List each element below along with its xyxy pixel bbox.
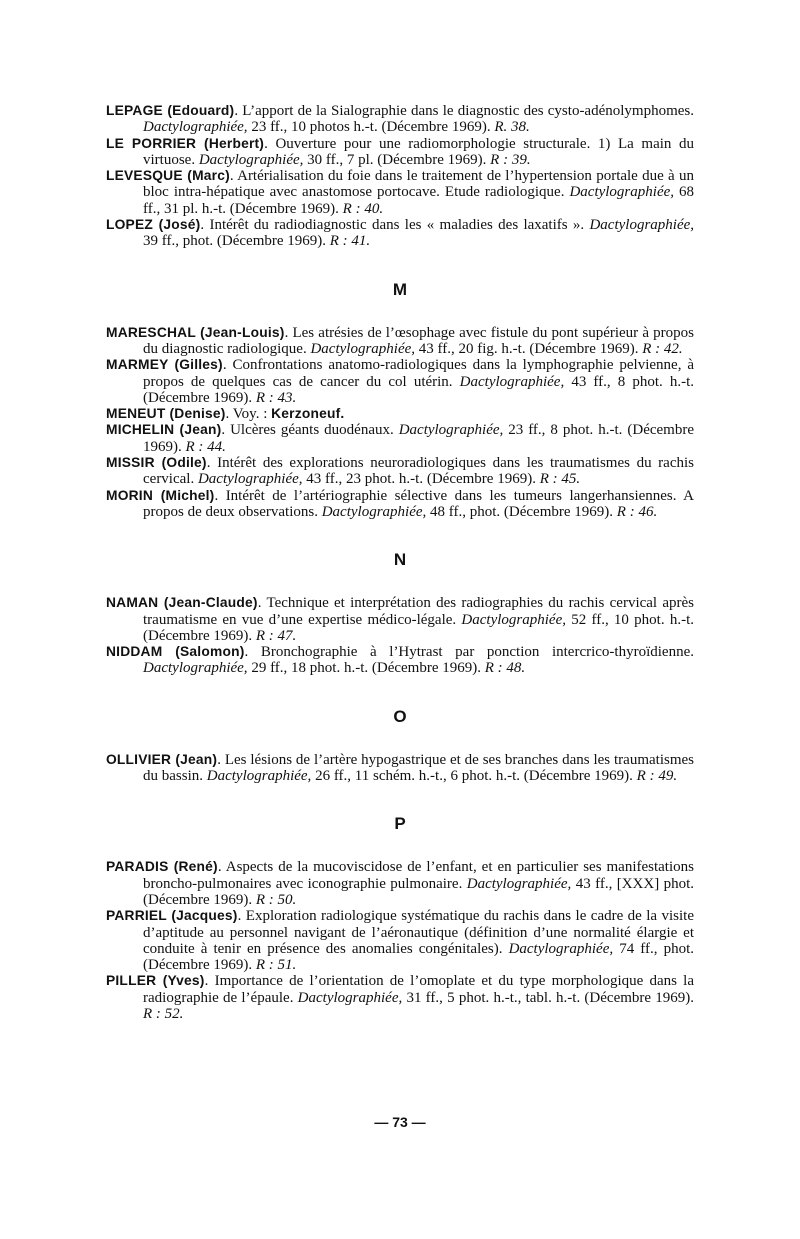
entry-source: Dactylographiée, (461, 611, 566, 628)
entry-author: MARMEY (Gilles) (106, 357, 223, 373)
entry-title: Les atrésies de l’œsophage avec fistule du pont supérieur à propos du diagnostic radiologique. (143, 324, 694, 357)
entry-author: NAMAN (Jean-Claude) (106, 595, 258, 611)
entry-author: MICHELIN (Jean) (106, 422, 222, 438)
entry-reference-number: R. 38. (494, 119, 530, 136)
entry-source: Dactylographiée, (459, 373, 565, 390)
section-letter: N (393, 550, 407, 570)
entry-details: 43 ff., 20 fig. h.-t. (Décembre 1969). (418, 340, 639, 357)
bibliography-entry: OLLIVIER (Jean). Les lésions de l’artère hypogastrique et de ses branches dans les traumatismes du bassin. Dactylographiée, 26 ff., 11 schém. h.-t., 6 phot. h.-t. (Décembre 1969). R : 49. (106, 751, 694, 785)
entry-title: Technique et interprétation des radiographies du rachis cervical après traumatisme en vue d’une expertise médico-légale. (143, 595, 695, 628)
entry-reference-number: R : 39. (490, 151, 531, 168)
bibliography-entry: MENEUT (Denise). Voy. : Kerzoneuf. (106, 406, 345, 423)
entry-author: PARRIEL (Jacques) (106, 908, 238, 924)
entry-source: Dactylographiée, (197, 471, 303, 488)
entry-details: 74 ff., phot. (Décembre 1969). (143, 940, 694, 974)
entry-reference-number: R : 46. (616, 503, 658, 520)
entry-author: OLLIVIER (Jean) (106, 751, 218, 767)
bibliography-entry: MORIN (Michel). Intérêt de l’artériographie sélective dans les tumeurs langerhansiennes. A propos de deux observations. Dactylographiée, 48 ff., phot. (Décembre 1969). R : 46. (106, 487, 694, 520)
entry-source: Dactylographiée, (398, 422, 504, 439)
entry-details: 43 ff., [XXX] phot. (Décembre 1969). (143, 875, 695, 908)
entry-title: Intérêt de l’artériographie sélective dans les tumeurs langerhansiennes. A propos de deux observations. (143, 487, 694, 520)
bibliography-entry: NAMAN (Jean-Claude). Technique et interprétation des radiographies du rachis cervical après traumatisme en vue d’une expertise médico-légale. Dactylographiée, 52 ff., 10 phot. h.-t. (Décembre 1969). R : 47. (106, 595, 695, 644)
section-letter: O (393, 706, 407, 726)
entry-reference-number: R : 42. (642, 340, 683, 357)
entry-reference-number: R : 45. (539, 471, 581, 488)
entry-title: Intérêt des explorations neuroradiologiques dans les traumatismes du rachis cervical. (143, 455, 694, 488)
entry-details: 68 ff., 31 pl. h.-t. (Décembre 1969). (143, 184, 695, 217)
entry-reference-number: R : 51. (255, 957, 297, 974)
bibliography-entry: NIDDAM (Salomon). Bronchographie à l’Hytrast par ponction intercrico-thyroïdienne. Dactylographiée, 29 ff., 18 phot. h.-t. (Décembre 1969). R : 48. (106, 644, 694, 677)
bibliography-entry: MARESCHAL (Jean-Louis). Les atrésies de l’œsophage avec fistule du pont supérieur à propos du diagnostic radiologique. Dactylographiée, 43 ff., 20 fig. h.-t. (Décembre 1969). R : 42. (106, 324, 694, 357)
entry-source: Dactylographiée, (321, 503, 427, 520)
entry-see-reference: Kerzoneuf. (271, 406, 345, 422)
entry-reference-number: R : 43. (255, 389, 297, 406)
entry-reference-number: R : 40. (342, 200, 384, 217)
entry-source: Dactylographiée, (310, 340, 416, 357)
entry-details: 23 ff., 10 photos h.-t. (Décembre 1969). (251, 119, 491, 136)
entry-details: 29 ff., 18 phot. h.-t. (Décembre 1969). (251, 660, 481, 677)
entry-details: 48 ff., phot. (Décembre 1969). (430, 503, 614, 520)
entry-source: Dactylographiée, (206, 768, 312, 785)
entry-details: 26 ff., 11 schém. h.-t., 6 phot. h.-t. (Décembre 1969). (315, 768, 633, 785)
entry-details: 43 ff., 8 phot. h.-t. (Décembre 1969). (143, 373, 694, 406)
bibliography-entry: LE PORRIER (Herbert). Ouverture pour une radiomorphologie structurale. 1) La main du virtuose. Dactylographiée, 30 ff., 7 pl. (Décembre 1969). R : 39. (106, 135, 694, 168)
entry-title: Les lésions de l’artère hypogastrique et de ses branches dans les traumatismes du bassin. (143, 751, 694, 785)
entry-title: L’apport de la Sialographie dans le diagnostic des cysto-adénolymphomes. (242, 103, 694, 119)
entry-source: Dactylographiée, (466, 875, 572, 892)
entry-details: 31 ff., 5 phot. h.-t., tabl. h.-t. (Décembre 1969). (406, 989, 695, 1006)
entry-author: MARESCHAL (Jean-Louis) (106, 324, 285, 340)
entry-details: 30 ff., 7 pl. (Décembre 1969). (307, 151, 487, 168)
entry-author: PILLER (Yves) (106, 973, 205, 989)
entry-title: Voy. : (232, 406, 268, 423)
bibliography-entry: PARRIEL (Jacques). Exploration radiologique systématique du rachis dans le cadre de la visite d’aptitude au personnel navigant de l’aéronautique (définition d’une normalité élargie et conduite à tenir en présence des anomalies congénitales). Dactylographiée, 74 ff., phot. (Décembre 1969). R : 51. (106, 908, 694, 974)
bibliography-entry: PARADIS (René). Aspects de la mucoviscidose de l’enfant, et en particulier ses manifestations broncho-pulmonaires avec iconographie pulmonaire. Dactylographiée, 43 ff., [XXX] phot. (Décembre 1969). R : 50. (106, 859, 695, 908)
entry-author: NIDDAM (Salomon) (106, 644, 245, 660)
entry-author: LEPAGE (Edouard) (106, 103, 235, 118)
entry-reference-number: R : 52. (143, 1005, 184, 1022)
entry-title: Exploration radiologique systématique du rachis dans le cadre de la visite d’aptitude au personnel navigant de l’aéronautique (définition d’une normalité élargie et conduite à tenir en présence des anomalies congénitales). (143, 908, 694, 957)
entry-author: LE PORRIER (Herbert) (106, 135, 265, 151)
entry-title: Intérêt du radiodiagnostic dans les « maladies des laxatifs ». (209, 217, 585, 234)
bibliography-list (106, 103, 694, 1022)
entry-reference-number: R : 49. (636, 768, 678, 785)
entry-source: Dactylographiée, (198, 151, 304, 168)
entry-author: MISSIR (Odile) (106, 455, 207, 471)
entry-source: Dactylographiée, (508, 940, 614, 957)
bibliography-entry: LOPEZ (José). Intérêt du radiodiagnostic dans les « maladies des laxatifs ». Dactylographiée, 39 ff., phot. (Décembre 1969). R : 41. (106, 217, 695, 250)
entry-reference-number: R : 48. (484, 660, 526, 677)
entry-author: MENEUT (Denise) (106, 406, 226, 422)
section-letter: P (394, 814, 406, 834)
entry-details: 43 ff., 23 phot. h.-t. (Décembre 1969). (306, 471, 536, 488)
entry-author: LOPEZ (José) (106, 217, 201, 233)
entry-source: Dactylographiée, (569, 184, 675, 201)
entry-title: Bronchographie à l’Hytrast par ponction intercrico-thyroïdienne. (260, 644, 694, 661)
entry-source: Dactylographiée, (143, 660, 248, 677)
page-number: — 73 — (374, 1114, 426, 1130)
entry-source: Dactylographiée, (589, 217, 695, 234)
bibliography-entry: LEPAGE (Edouard). L’apport de la Sialographie dans le diagnostic des cysto-adénolymphomes. Dactylographiée, 23 ff., 10 photos h.-t. (Décembre 1969). R. 38. (106, 103, 694, 136)
bibliography-entry: PILLER (Yves). Importance de l’orientation de l’omoplate et du type morphologique dans la radiographie de l’épaule. Dactylographiée, 31 ff., 5 phot. h.-t., tabl. h.-t. (Décembre 1969). R : 52. (106, 973, 695, 1022)
entry-reference-number: R : 41. (329, 233, 371, 250)
entry-source: Dactylographiée, (143, 119, 248, 136)
entry-details: 39 ff., phot. (Décembre 1969). (143, 233, 327, 250)
entry-title: Ouverture pour une radiomorphologie structurale. 1) La main du virtuose. (143, 135, 694, 168)
entry-title: Importance de l’orientation de l’omoplate et du type morphologique dans la radiographie de l’épaule. (143, 973, 695, 1006)
entry-title: Confrontations anatomo-radiologiques dans la lymphographie pelvienne, à propos de quelques cas de cancer du col utérin. (143, 357, 695, 390)
entry-reference-number: R : 47. (255, 627, 297, 644)
bibliography-entry: MARMEY (Gilles). Confrontations anatomo-radiologiques dans la lymphographie pelvienne, à propos de quelques cas de cancer du col utérin. Dactylographiée, 43 ff., 8 phot. h.-t. (Décembre 1969). R : 43. (106, 357, 695, 406)
entry-reference-number: R : 50. (255, 891, 297, 908)
entry-reference-number: R : 44. (185, 438, 226, 455)
section-letter: M (392, 279, 408, 299)
entry-title: Aspects de la mucoviscidose de l’enfant, et en particulier ses manifestations broncho-pulmonaires avec iconographie pulmonaire. (143, 859, 694, 892)
entry-author: PARADIS (René) (106, 859, 218, 875)
entry-title: Artérialisation du foie dans le traitement de l’hypertension portale due à un bloc intra-hépatique avec anastomose portocave. Etude radiologique. (143, 168, 694, 201)
entry-details: 52 ff., 10 phot. h.-t. (Décembre 1969). (143, 611, 694, 644)
entry-source: Dactylographiée, (297, 989, 403, 1006)
entry-author: LEVESQUE (Marc) (106, 168, 230, 184)
bibliography-entry: MISSIR (Odile). Intérêt des explorations neuroradiologiques dans les traumatismes du rachis cervical. Dactylographiée, 43 ff., 23 phot. h.-t. (Décembre 1969). R : 45. (106, 455, 694, 488)
entry-details: 23 ff., 8 phot. h.-t. (Décembre 1969). (143, 422, 694, 455)
entry-title: Ulcères géants duodénaux. (230, 422, 394, 439)
bibliography-entry: LEVESQUE (Marc). Artérialisation du foie dans le traitement de l’hypertension portale due à un bloc intra-hépatique avec anastomose portocave. Etude radiologique. Dactylographiée, 68 ff., 31 pl. h.-t. (Décembre 1969). R : 40. (106, 168, 695, 217)
entry-author: MORIN (Michel) (106, 487, 215, 503)
bibliography-entry: MICHELIN (Jean). Ulcères géants duodénaux. Dactylographiée, 23 ff., 8 phot. h.-t. (Décembre 1969). R : 44. (106, 422, 694, 455)
